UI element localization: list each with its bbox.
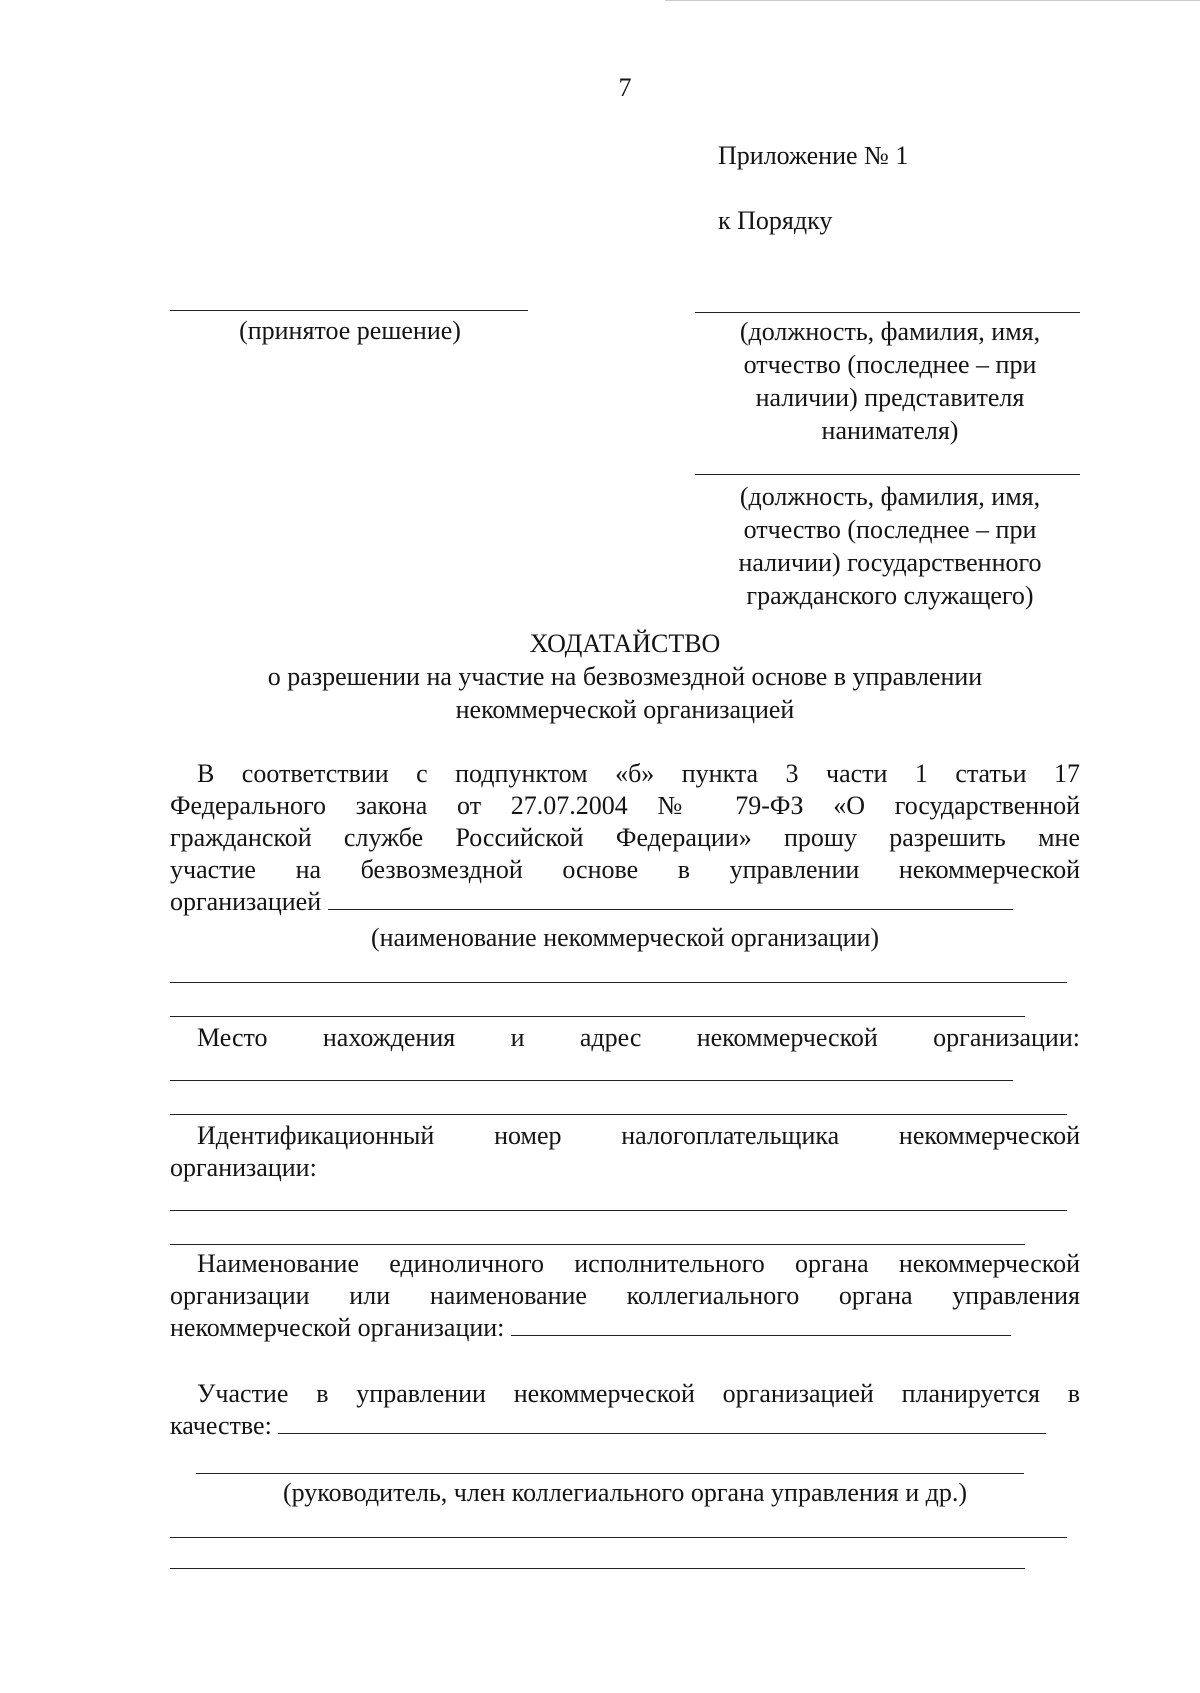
- request-line: участие на безвозмездной основе в управлении некоммерческой: [170, 855, 1080, 884]
- participation-paragraph: [170, 1378, 1080, 1442]
- document-title: ХОДАТАЙСТВО: [529, 629, 721, 658]
- civil-servant-caption: [695, 480, 1085, 612]
- organization-name-line-3: [170, 1016, 1025, 1017]
- request-paragraph: [170, 758, 1080, 918]
- scan-artifact-line: [665, 0, 1200, 1]
- representative-caption-line: нанимателя): [821, 416, 959, 445]
- executive-body-field[interactable]: [511, 1313, 1011, 1336]
- subtitle-line: некоммерческой организацией: [455, 695, 795, 724]
- executive-body-label: некоммерческой организации:: [170, 1313, 505, 1342]
- civil-servant-caption-line: гражданского служащего): [746, 581, 1034, 610]
- decision-caption: (принятое решение): [239, 316, 461, 345]
- to-order-label: к Порядку: [718, 206, 833, 235]
- extra-field-line-2[interactable]: [170, 1568, 1025, 1569]
- participation-field-line-2[interactable]: [196, 1473, 1024, 1474]
- subtitle-line: о разрешении на участие на безвозмездной основе в управлении: [267, 662, 983, 691]
- civil-servant-caption-line: (должность, фамилия, имя,: [739, 482, 1041, 511]
- participation-label: качестве:: [170, 1411, 272, 1440]
- request-line: Федерального закона от 27.07.2004 № 79-ФЗ «О государственной: [170, 791, 1080, 820]
- location-field-line-1[interactable]: [170, 1080, 1013, 1081]
- executive-body-paragraph: [170, 1248, 1080, 1344]
- executive-body-line: [170, 1312, 1080, 1344]
- representative-caption-line: (должность, фамилия, имя,: [739, 317, 1041, 346]
- executive-body-line: организации или наименование коллегиального органа управления: [170, 1281, 1080, 1310]
- civil-servant-field-line: [695, 474, 1080, 475]
- request-last-word: организацией: [170, 887, 322, 916]
- request-last-line: [170, 886, 1080, 918]
- document-subtitle: [170, 660, 1080, 726]
- decision-field-line: [170, 310, 528, 311]
- inn-field-line-2[interactable]: [170, 1244, 1025, 1245]
- representative-field-line: [695, 312, 1080, 313]
- representative-caption-line: наличии) представителя: [755, 383, 1025, 412]
- organization-name-line-2: [170, 982, 1067, 983]
- representative-caption-line: отчество (последнее – при: [743, 350, 1037, 379]
- inn-paragraph: [170, 1120, 1080, 1184]
- participation-line: [170, 1410, 1080, 1442]
- participation-caption: (руководитель, член коллегиального органа управления и др.): [282, 1478, 968, 1507]
- location-label: Место нахождения и адрес некоммерческой организации:: [197, 1023, 1080, 1052]
- participation-line: Участие в управлении некоммерческой организацией планируется в: [197, 1379, 1080, 1408]
- civil-servant-caption-line: наличии) государственного: [738, 548, 1042, 577]
- request-line: В соответствии с подпунктом «б» пункта 3 части 1 статьи 17: [197, 759, 1080, 788]
- inn-line: Идентификационный номер налогоплательщика некоммерческой: [197, 1121, 1080, 1150]
- appendix-label: Приложение № 1: [718, 141, 909, 170]
- inn-line: организации:: [170, 1153, 317, 1182]
- extra-field-line-1[interactable]: [170, 1537, 1067, 1538]
- organization-name-field[interactable]: [328, 887, 1013, 910]
- request-line: гражданской службе Российской Федерации» прошу разрешить мне: [170, 823, 1080, 852]
- executive-body-line: Наименование единоличного исполнительного органа некоммерческой: [197, 1249, 1080, 1278]
- representative-caption: [695, 315, 1085, 447]
- location-field-line-2[interactable]: [170, 1114, 1067, 1115]
- organization-name-caption: (наименование некоммерческой организации): [370, 923, 880, 952]
- participation-role-field[interactable]: [278, 1411, 1046, 1434]
- civil-servant-caption-line: отчество (последнее – при: [743, 515, 1037, 544]
- page-number: 7: [618, 73, 632, 102]
- inn-field-line-1[interactable]: [170, 1210, 1067, 1211]
